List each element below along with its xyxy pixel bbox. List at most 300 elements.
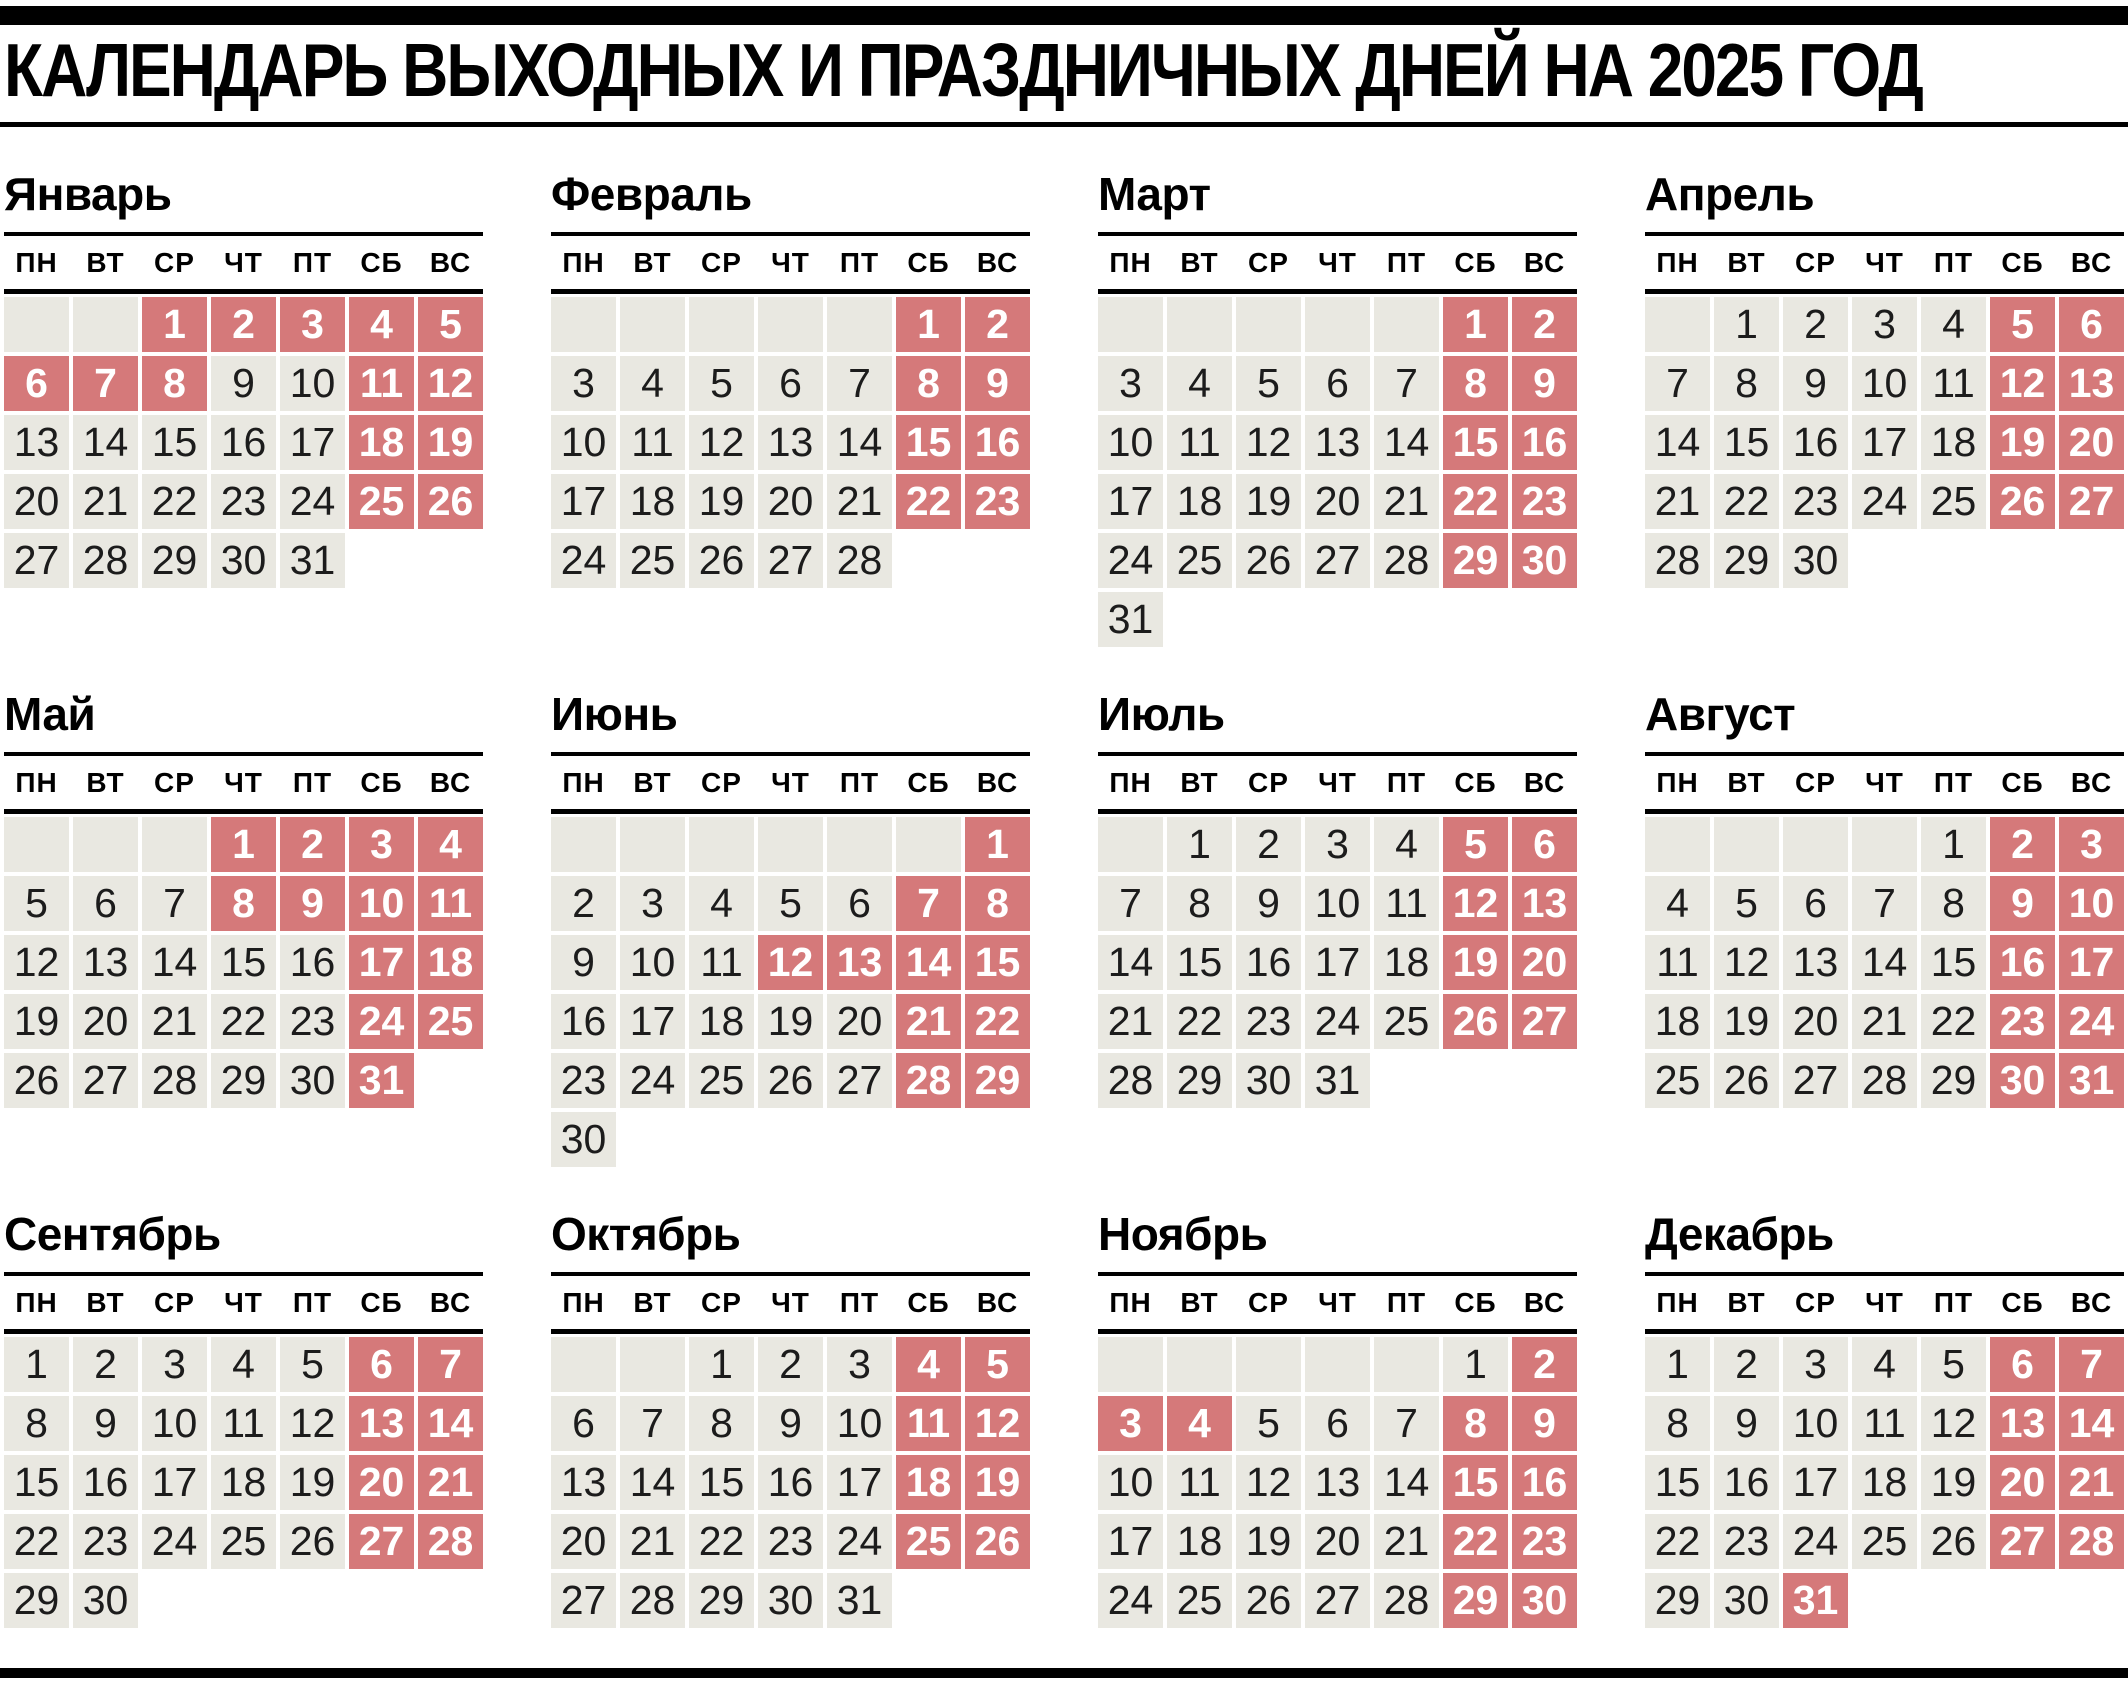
day-cell: 15 <box>689 1455 754 1510</box>
day-cell: 29 <box>1167 1053 1232 1108</box>
weekday-header: СР <box>701 767 742 799</box>
day-cell: 24 <box>1852 474 1917 529</box>
day-cell: 31 <box>1305 1053 1370 1108</box>
day-cell: 19 <box>1236 1514 1301 1569</box>
page-title: КАЛЕНДАРЬ ВЫХОДНЫХ И ПРАЗДНИЧНЫХ ДНЕЙ НА 2025 ГОД <box>4 27 1922 113</box>
month-block <box>4 168 483 647</box>
day-cell: 4 <box>1374 817 1439 872</box>
day-grid <box>551 297 1030 588</box>
day-cell: 16 <box>1236 935 1301 990</box>
holiday-day-cell: 4 <box>349 297 414 352</box>
month-block <box>551 688 1030 1167</box>
day-cell: 23 <box>211 474 276 529</box>
holiday-day-cell: 6 <box>2059 297 2124 352</box>
day-cell: 5 <box>280 1337 345 1392</box>
weekday-header: СБ <box>360 247 403 279</box>
holiday-day-cell: 12 <box>418 356 483 411</box>
day-cell: 9 <box>1783 356 1848 411</box>
day-cell: 24 <box>1098 1573 1163 1628</box>
day-cell: 17 <box>1098 1514 1163 1569</box>
holiday-day-cell: 5 <box>1443 817 1508 872</box>
day-cell: 24 <box>551 533 616 588</box>
holiday-day-cell: 31 <box>2059 1053 2124 1108</box>
holiday-day-cell: 27 <box>2059 474 2124 529</box>
weekday-header: ВТ <box>86 767 125 799</box>
day-cell: 30 <box>1783 533 1848 588</box>
holiday-day-cell: 21 <box>896 994 961 1049</box>
day-cell: 30 <box>211 533 276 588</box>
weekday-header: СБ <box>360 767 403 799</box>
holiday-day-cell: 3 <box>2059 817 2124 872</box>
day-cell: 13 <box>551 1455 616 1510</box>
weekday-header: ВТ <box>633 247 672 279</box>
day-cell: 5 <box>1714 876 1779 931</box>
empty-day-cell <box>758 817 823 872</box>
day-cell: 1 <box>1167 817 1232 872</box>
day-cell: 6 <box>1305 1396 1370 1451</box>
holiday-day-cell: 28 <box>896 1053 961 1108</box>
holiday-day-cell: 13 <box>827 935 892 990</box>
holiday-day-cell: 13 <box>1990 1396 2055 1451</box>
day-cell: 25 <box>1645 1053 1710 1108</box>
day-cell: 21 <box>1374 1514 1439 1569</box>
day-cell: 15 <box>142 415 207 470</box>
day-cell: 29 <box>1645 1573 1710 1628</box>
holiday-day-cell: 26 <box>965 1514 1030 1569</box>
top-divider-bar <box>0 6 2128 25</box>
weekday-header: СБ <box>2001 247 2044 279</box>
day-cell: 29 <box>211 1053 276 1108</box>
day-cell: 17 <box>1098 474 1163 529</box>
month-block <box>551 168 1030 647</box>
weekday-header: ВС <box>976 1287 1019 1319</box>
day-cell: 26 <box>758 1053 823 1108</box>
weekday-header: ВТ <box>1180 1287 1219 1319</box>
empty-day-cell <box>827 817 892 872</box>
day-cell: 1 <box>1645 1337 1710 1392</box>
day-cell: 22 <box>1645 1514 1710 1569</box>
empty-day-cell <box>142 817 207 872</box>
holiday-day-cell: 26 <box>1443 994 1508 1049</box>
weekday-header: ПН <box>562 1287 605 1319</box>
holiday-day-cell: 12 <box>1443 876 1508 931</box>
holiday-day-cell: 17 <box>349 935 414 990</box>
holiday-day-cell: 20 <box>349 1455 414 1510</box>
day-cell: 14 <box>142 935 207 990</box>
holiday-day-cell: 27 <box>1512 994 1577 1049</box>
day-cell: 19 <box>1236 474 1301 529</box>
weekday-header: ВТ <box>86 247 125 279</box>
holiday-day-cell: 18 <box>896 1455 961 1510</box>
weekday-header: ПН <box>562 247 605 279</box>
day-cell: 25 <box>1167 1573 1232 1628</box>
weekday-header: ВС <box>429 1287 472 1319</box>
weekday-divider-rule <box>4 809 483 814</box>
holiday-day-cell: 9 <box>965 356 1030 411</box>
holiday-day-cell: 22 <box>965 994 1030 1049</box>
holiday-day-cell: 21 <box>418 1455 483 1510</box>
day-cell: 2 <box>1783 297 1848 352</box>
day-cell: 11 <box>1167 415 1232 470</box>
holiday-day-cell: 24 <box>2059 994 2124 1049</box>
day-cell: 23 <box>1236 994 1301 1049</box>
day-cell: 21 <box>1852 994 1917 1049</box>
day-cell: 8 <box>1921 876 1986 931</box>
weekday-header: ВС <box>1523 767 1566 799</box>
holiday-day-cell: 15 <box>1443 1455 1508 1510</box>
holiday-day-cell: 7 <box>2059 1337 2124 1392</box>
day-cell: 5 <box>1236 1396 1301 1451</box>
day-cell: 2 <box>1714 1337 1779 1392</box>
weekday-header: ЧТ <box>771 1287 810 1319</box>
day-cell: 24 <box>1098 533 1163 588</box>
day-grid <box>1098 297 1577 647</box>
holiday-day-cell: 23 <box>965 474 1030 529</box>
day-cell: 22 <box>689 1514 754 1569</box>
holiday-day-cell: 7 <box>73 356 138 411</box>
day-cell: 7 <box>827 356 892 411</box>
holiday-day-cell: 18 <box>418 935 483 990</box>
day-cell: 28 <box>73 533 138 588</box>
day-cell: 16 <box>1714 1455 1779 1510</box>
holiday-day-cell: 22 <box>1443 474 1508 529</box>
empty-day-cell <box>1374 297 1439 352</box>
weekday-header: ПТ <box>839 247 880 279</box>
holiday-day-cell: 26 <box>418 474 483 529</box>
day-cell: 25 <box>211 1514 276 1569</box>
empty-day-cell <box>1098 817 1163 872</box>
day-cell: 3 <box>551 356 616 411</box>
weekday-header: ВС <box>429 247 472 279</box>
month-title: Сентябрь <box>4 1208 221 1261</box>
month-title: Октябрь <box>551 1208 741 1261</box>
empty-day-cell <box>1305 1337 1370 1392</box>
month-block <box>1098 1208 1577 1628</box>
month-title: Июнь <box>551 688 678 741</box>
day-cell: 27 <box>4 533 69 588</box>
weekday-header: СБ <box>2001 1287 2044 1319</box>
day-cell: 28 <box>142 1053 207 1108</box>
weekday-header-row <box>1645 756 2124 809</box>
day-cell: 30 <box>1236 1053 1301 1108</box>
day-cell: 26 <box>4 1053 69 1108</box>
empty-day-cell <box>758 297 823 352</box>
day-cell: 28 <box>827 533 892 588</box>
empty-day-cell <box>689 817 754 872</box>
day-cell: 9 <box>1236 876 1301 931</box>
month-block <box>1098 168 1577 647</box>
weekday-header: ПТ <box>839 1287 880 1319</box>
day-cell: 5 <box>1236 356 1301 411</box>
weekday-header: СР <box>1248 767 1289 799</box>
weekday-header-row <box>1645 236 2124 289</box>
day-cell: 23 <box>73 1514 138 1569</box>
month-block <box>4 688 483 1167</box>
month-title: Ноябрь <box>1098 1208 1268 1261</box>
day-cell: 25 <box>620 533 685 588</box>
day-cell: 11 <box>1852 1396 1917 1451</box>
day-grid <box>4 297 483 588</box>
month-block <box>4 1208 483 1628</box>
day-cell: 22 <box>1714 474 1779 529</box>
weekday-header: СР <box>701 247 742 279</box>
day-cell: 2 <box>758 1337 823 1392</box>
holiday-day-cell: 2 <box>1512 297 1577 352</box>
day-cell: 30 <box>758 1573 823 1628</box>
day-cell: 9 <box>758 1396 823 1451</box>
day-grid <box>1098 817 1577 1108</box>
weekday-header: ПН <box>562 767 605 799</box>
bottom-divider-bar <box>0 1668 2128 1678</box>
day-cell: 15 <box>211 935 276 990</box>
weekday-header: ПТ <box>839 767 880 799</box>
day-cell: 23 <box>551 1053 616 1108</box>
weekday-header: ПН <box>15 247 58 279</box>
day-cell: 3 <box>827 1337 892 1392</box>
holiday-day-cell: 23 <box>1512 1514 1577 1569</box>
holiday-day-cell: 17 <box>2059 935 2124 990</box>
holiday-day-cell: 31 <box>349 1053 414 1108</box>
holiday-day-cell: 25 <box>418 994 483 1049</box>
empty-day-cell <box>620 817 685 872</box>
day-cell: 30 <box>280 1053 345 1108</box>
holiday-day-cell: 2 <box>1990 817 2055 872</box>
holiday-day-cell: 1 <box>896 297 961 352</box>
day-cell: 12 <box>1236 415 1301 470</box>
holiday-day-cell: 18 <box>349 415 414 470</box>
day-cell: 12 <box>280 1396 345 1451</box>
day-cell: 11 <box>689 935 754 990</box>
weekday-header: СБ <box>360 1287 403 1319</box>
day-cell: 4 <box>620 356 685 411</box>
day-cell: 25 <box>1921 474 1986 529</box>
day-cell: 21 <box>142 994 207 1049</box>
day-cell: 29 <box>142 533 207 588</box>
day-cell: 4 <box>211 1337 276 1392</box>
day-cell: 10 <box>1098 1455 1163 1510</box>
weekday-divider-rule <box>1098 289 1577 294</box>
day-cell: 26 <box>689 533 754 588</box>
day-cell: 2 <box>551 876 616 931</box>
day-cell: 27 <box>1305 1573 1370 1628</box>
day-cell: 30 <box>551 1112 616 1167</box>
day-cell: 27 <box>551 1573 616 1628</box>
day-cell: 19 <box>4 994 69 1049</box>
weekday-header: ПТ <box>1386 247 1427 279</box>
day-cell: 20 <box>4 474 69 529</box>
day-cell: 12 <box>4 935 69 990</box>
weekday-header-row <box>1098 756 1577 809</box>
day-cell: 10 <box>280 356 345 411</box>
day-cell: 13 <box>73 935 138 990</box>
weekday-header: ВТ <box>1727 247 1766 279</box>
day-cell: 14 <box>827 415 892 470</box>
day-cell: 28 <box>1645 533 1710 588</box>
day-cell: 21 <box>1645 474 1710 529</box>
holiday-day-cell: 20 <box>2059 415 2124 470</box>
holiday-day-cell: 30 <box>1512 1573 1577 1628</box>
day-cell: 7 <box>1374 356 1439 411</box>
months-grid <box>0 168 2128 1628</box>
day-cell: 16 <box>211 415 276 470</box>
day-cell: 29 <box>1921 1053 1986 1108</box>
weekday-header: ПН <box>15 1287 58 1319</box>
day-cell: 22 <box>4 1514 69 1569</box>
day-cell: 3 <box>1852 297 1917 352</box>
holiday-day-cell: 8 <box>142 356 207 411</box>
day-cell: 29 <box>689 1573 754 1628</box>
weekday-divider-rule <box>4 289 483 294</box>
weekday-header: ЧТ <box>771 767 810 799</box>
day-cell: 7 <box>620 1396 685 1451</box>
day-cell: 31 <box>1098 592 1163 647</box>
holiday-day-cell: 23 <box>1990 994 2055 1049</box>
weekday-header: ПТ <box>1933 767 1974 799</box>
weekday-divider-rule <box>551 809 1030 814</box>
weekday-header: ВС <box>976 767 1019 799</box>
day-cell: 27 <box>1305 533 1370 588</box>
holiday-day-cell: 23 <box>1512 474 1577 529</box>
empty-day-cell <box>1645 297 1710 352</box>
holiday-day-cell: 20 <box>1990 1455 2055 1510</box>
day-cell: 1 <box>1921 817 1986 872</box>
empty-day-cell <box>1167 297 1232 352</box>
holiday-day-cell: 30 <box>1512 533 1577 588</box>
weekday-divider-rule <box>1645 289 2124 294</box>
day-cell: 31 <box>280 533 345 588</box>
holiday-day-cell: 9 <box>1512 356 1577 411</box>
holiday-day-cell: 12 <box>758 935 823 990</box>
day-cell: 24 <box>142 1514 207 1569</box>
holiday-day-cell: 9 <box>1990 876 2055 931</box>
day-grid <box>1645 817 2124 1108</box>
day-cell: 21 <box>1374 474 1439 529</box>
empty-day-cell <box>1714 817 1779 872</box>
holiday-day-cell: 13 <box>349 1396 414 1451</box>
day-cell: 14 <box>1098 935 1163 990</box>
weekday-header: ВС <box>2070 1287 2113 1319</box>
weekday-divider-rule <box>551 289 1030 294</box>
empty-day-cell <box>4 817 69 872</box>
weekday-divider-rule <box>551 1329 1030 1334</box>
holiday-day-cell: 6 <box>349 1337 414 1392</box>
weekday-header: ЧТ <box>1865 1287 1904 1319</box>
weekday-header: СР <box>154 767 195 799</box>
weekday-header: СБ <box>1454 1287 1497 1319</box>
day-cell: 15 <box>1921 935 1986 990</box>
day-cell: 21 <box>1098 994 1163 1049</box>
day-cell: 17 <box>620 994 685 1049</box>
weekday-header: ВС <box>2070 247 2113 279</box>
day-cell: 23 <box>1783 474 1848 529</box>
weekday-header: ЧТ <box>224 1287 263 1319</box>
weekday-header: СР <box>154 247 195 279</box>
day-cell: 14 <box>620 1455 685 1510</box>
holiday-day-cell: 9 <box>280 876 345 931</box>
day-cell: 14 <box>73 415 138 470</box>
day-cell: 24 <box>280 474 345 529</box>
month-block <box>1645 168 2124 647</box>
holiday-day-cell: 9 <box>1512 1396 1577 1451</box>
day-cell: 16 <box>551 994 616 1049</box>
day-cell: 22 <box>1167 994 1232 1049</box>
day-cell: 1 <box>689 1337 754 1392</box>
weekday-header: ЧТ <box>1865 247 1904 279</box>
day-cell: 18 <box>620 474 685 529</box>
weekday-header: ПН <box>1109 247 1152 279</box>
day-cell: 3 <box>1783 1337 1848 1392</box>
day-cell: 7 <box>142 876 207 931</box>
holiday-day-cell: 2 <box>280 817 345 872</box>
holiday-day-cell: 6 <box>4 356 69 411</box>
holiday-day-cell: 11 <box>896 1396 961 1451</box>
day-cell: 13 <box>1305 415 1370 470</box>
day-cell: 3 <box>1098 356 1163 411</box>
holiday-day-cell: 3 <box>349 817 414 872</box>
holiday-day-cell: 29 <box>1443 533 1508 588</box>
weekday-divider-rule <box>1098 809 1577 814</box>
day-cell: 1 <box>1443 1337 1508 1392</box>
weekday-header: ПН <box>1656 1287 1699 1319</box>
holiday-day-cell: 14 <box>896 935 961 990</box>
day-cell: 5 <box>4 876 69 931</box>
weekday-divider-rule <box>1645 1329 2124 1334</box>
weekday-header: СР <box>701 1287 742 1319</box>
month-block <box>551 1208 1030 1628</box>
weekday-header-row <box>4 756 483 809</box>
day-cell: 1 <box>1714 297 1779 352</box>
day-cell: 11 <box>1921 356 1986 411</box>
empty-day-cell <box>620 297 685 352</box>
weekday-header-row <box>4 236 483 289</box>
day-cell: 2 <box>1236 817 1301 872</box>
day-cell: 5 <box>758 876 823 931</box>
day-cell: 19 <box>1921 1455 1986 1510</box>
day-grid <box>551 1337 1030 1628</box>
day-cell: 3 <box>142 1337 207 1392</box>
day-cell: 23 <box>280 994 345 1049</box>
day-cell: 21 <box>827 474 892 529</box>
holiday-day-cell: 16 <box>1512 1455 1577 1510</box>
day-cell: 10 <box>1305 876 1370 931</box>
day-cell: 11 <box>620 415 685 470</box>
day-cell: 15 <box>1167 935 1232 990</box>
empty-day-cell <box>1852 817 1917 872</box>
weekday-divider-rule <box>4 1329 483 1334</box>
day-cell: 6 <box>758 356 823 411</box>
day-cell: 29 <box>1714 533 1779 588</box>
empty-day-cell <box>896 817 961 872</box>
weekday-header: ЧТ <box>224 247 263 279</box>
month-title: Декабрь <box>1645 1208 1834 1261</box>
day-cell: 10 <box>1783 1396 1848 1451</box>
empty-day-cell <box>620 1337 685 1392</box>
day-cell: 26 <box>280 1514 345 1569</box>
day-cell: 24 <box>827 1514 892 1569</box>
holiday-day-cell: 10 <box>349 876 414 931</box>
day-cell: 5 <box>1921 1337 1986 1392</box>
holiday-day-cell: 3 <box>1098 1396 1163 1451</box>
day-cell: 15 <box>4 1455 69 1510</box>
weekday-header: ЧТ <box>1318 247 1357 279</box>
holiday-day-cell: 26 <box>1990 474 2055 529</box>
holiday-day-cell: 25 <box>896 1514 961 1569</box>
day-cell: 20 <box>827 994 892 1049</box>
day-cell: 4 <box>1167 356 1232 411</box>
weekday-header: ПН <box>15 767 58 799</box>
day-cell: 12 <box>1714 935 1779 990</box>
month-title: Июль <box>1098 688 1225 741</box>
